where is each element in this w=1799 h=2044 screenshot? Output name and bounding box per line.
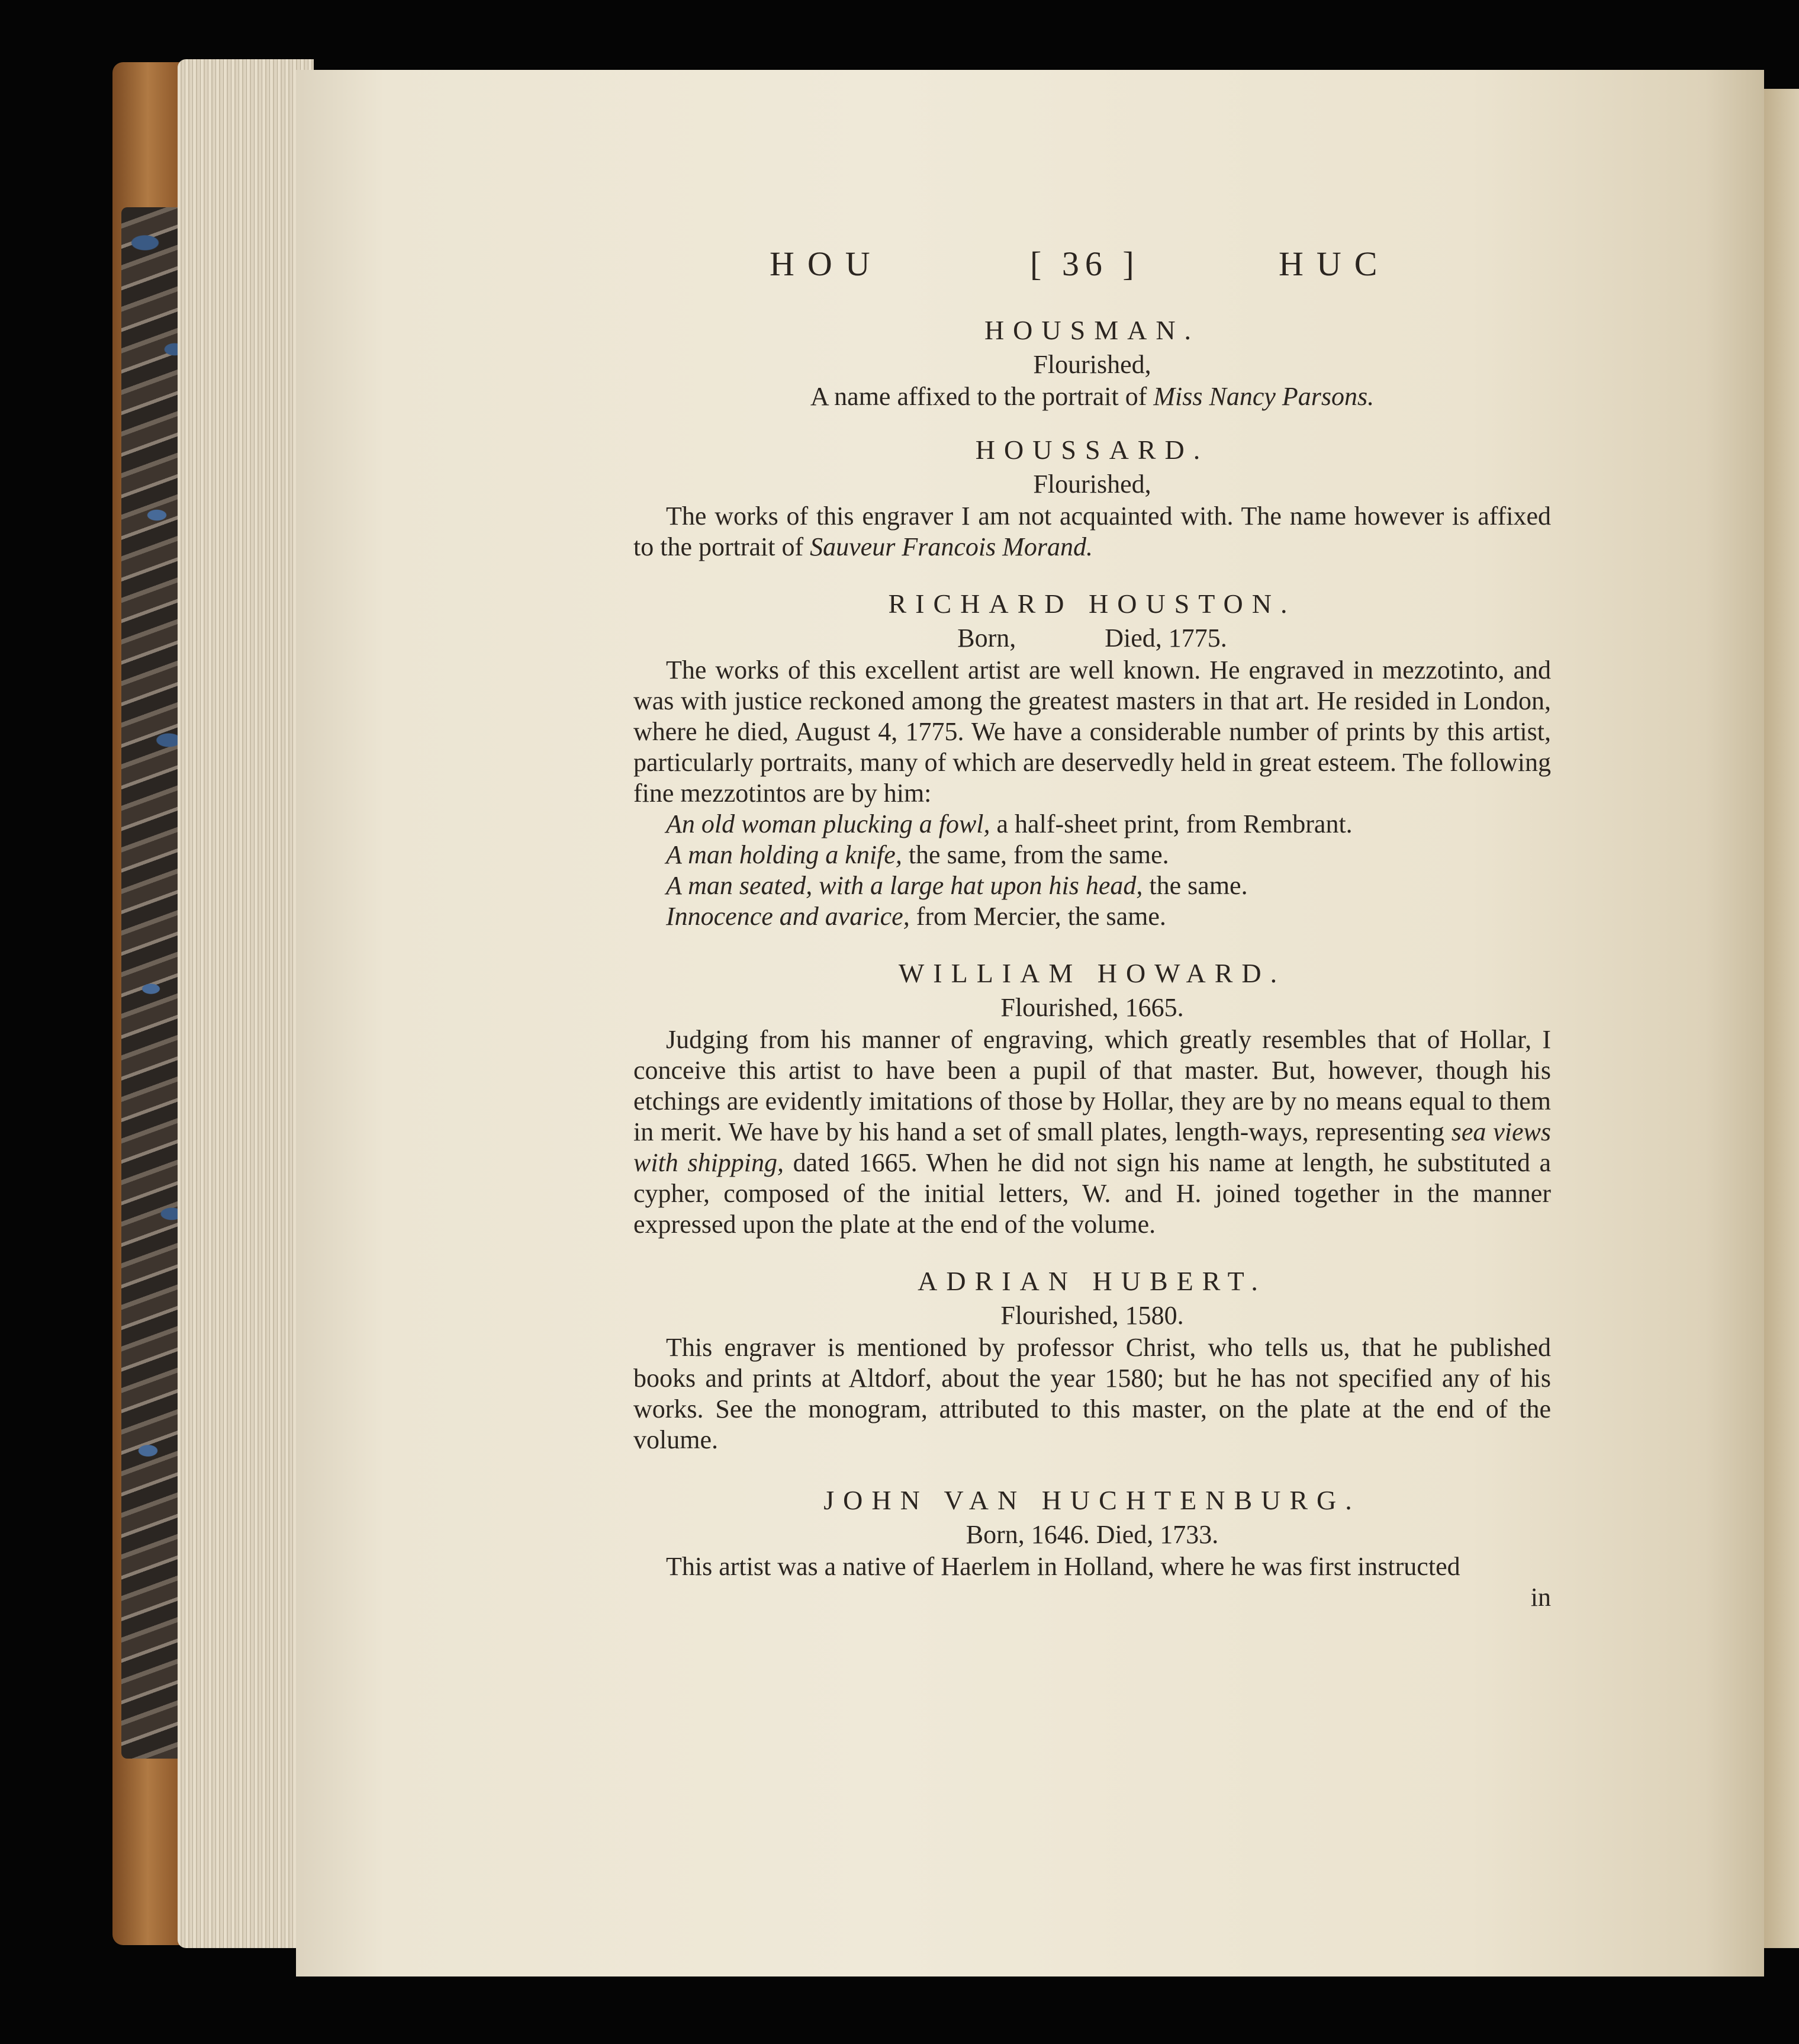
running-head-left: HOU [770,245,883,283]
entry-name: ADRIAN HUBERT. [918,1266,1267,1296]
page-number: [ 36 ] [1030,245,1140,283]
entry-name: WILLIAM HOWARD. [898,958,1286,988]
entry-name: RICHARD HOUSTON. [888,589,1296,619]
page-text [633,245,1552,1613]
entry-name: JOHN VAN HUCHTENBURG. [823,1485,1361,1515]
entry-housman [633,313,1551,412]
entry-dates: Born, Died, 1775. [957,624,1227,653]
running-head-right: HUC [1279,245,1391,283]
entry-dates: Born, 1646. Died, 1733. [966,1520,1219,1549]
entry-adrian-hubert [633,1264,1551,1455]
list-item: An old woman plucking a fowl, a half-sheet print, from Rembrant. [666,809,1353,838]
entry-houssard [633,432,1551,563]
entry-text: This artist was a native of Haerlem in Holland, where he was first instructed [666,1552,1460,1581]
entry-dates: Flourished, [1033,350,1151,379]
running-head [633,245,1551,296]
entry-name: HOUSSARD. [975,435,1209,465]
entry-text: This engraver is mentioned by professor Christ, who tells us, that he published books and prints at Altdorf, about the year 1580; but he has not specified any of his works. See the monogram, attributed to this master, on the plate at the end of the volume. [633,1333,1551,1454]
list-item: A man seated, with a large hat upon his head, the same. [666,871,1248,900]
entry-john-van-huchtenburg [633,1483,1551,1613]
entry-dates: Flourished, [1033,470,1151,499]
catchword: in [1530,1583,1551,1612]
entry-dates: Flourished, 1580. [1000,1301,1184,1330]
works-list [633,809,1551,932]
list-item: A man holding a knife, the same, from the same. [666,840,1169,869]
entry-text: Judging from his manner of engraving, which greatly resembles that of Hollar, I conceive this artist to have been a pupil of that master. But, however, though his etchings are evidently imitations of those by Hollar, they are by no means equal to them in merit. We have by his hand a set of small plates, length-ways, representing sea views with shipping, dated 1665. When he did not sign his name at length, he substituted a cypher, composed of the initial letters, W. and H. joined together in the manner expressed upon the plate at the end of the volume. [633,1025,1552,1239]
entry-text: A name affixed to the portrait of Miss Nancy Parsons. [810,382,1375,411]
entry-text: The works of this engraver I am not acquainted with. The name however is affixed to the portrait of Sauveur Francois Morand. [633,502,1551,561]
entry-richard-houston [633,586,1551,932]
entry-text: The works of this excellent artist are well known. He engraved in mezzotinto, and was with justice reckoned among the greatest masters in that art. He resided in London, where he died, August 4, 1775. We have a considerable number of prints by this artist, particularly portraits, many of which are deservedly held in great esteem. The following fine mezzotintos are by him: [633,655,1551,808]
facing-page-edge [1763,89,1799,1948]
entry-william-howard [633,956,1551,1240]
list-item: Innocence and avarice, from Mercier, the same. [666,902,1166,931]
entry-dates: Flourished, 1665. [1000,993,1184,1022]
page-edges [178,59,314,1948]
entry-name: HOUSMAN. [984,315,1201,345]
